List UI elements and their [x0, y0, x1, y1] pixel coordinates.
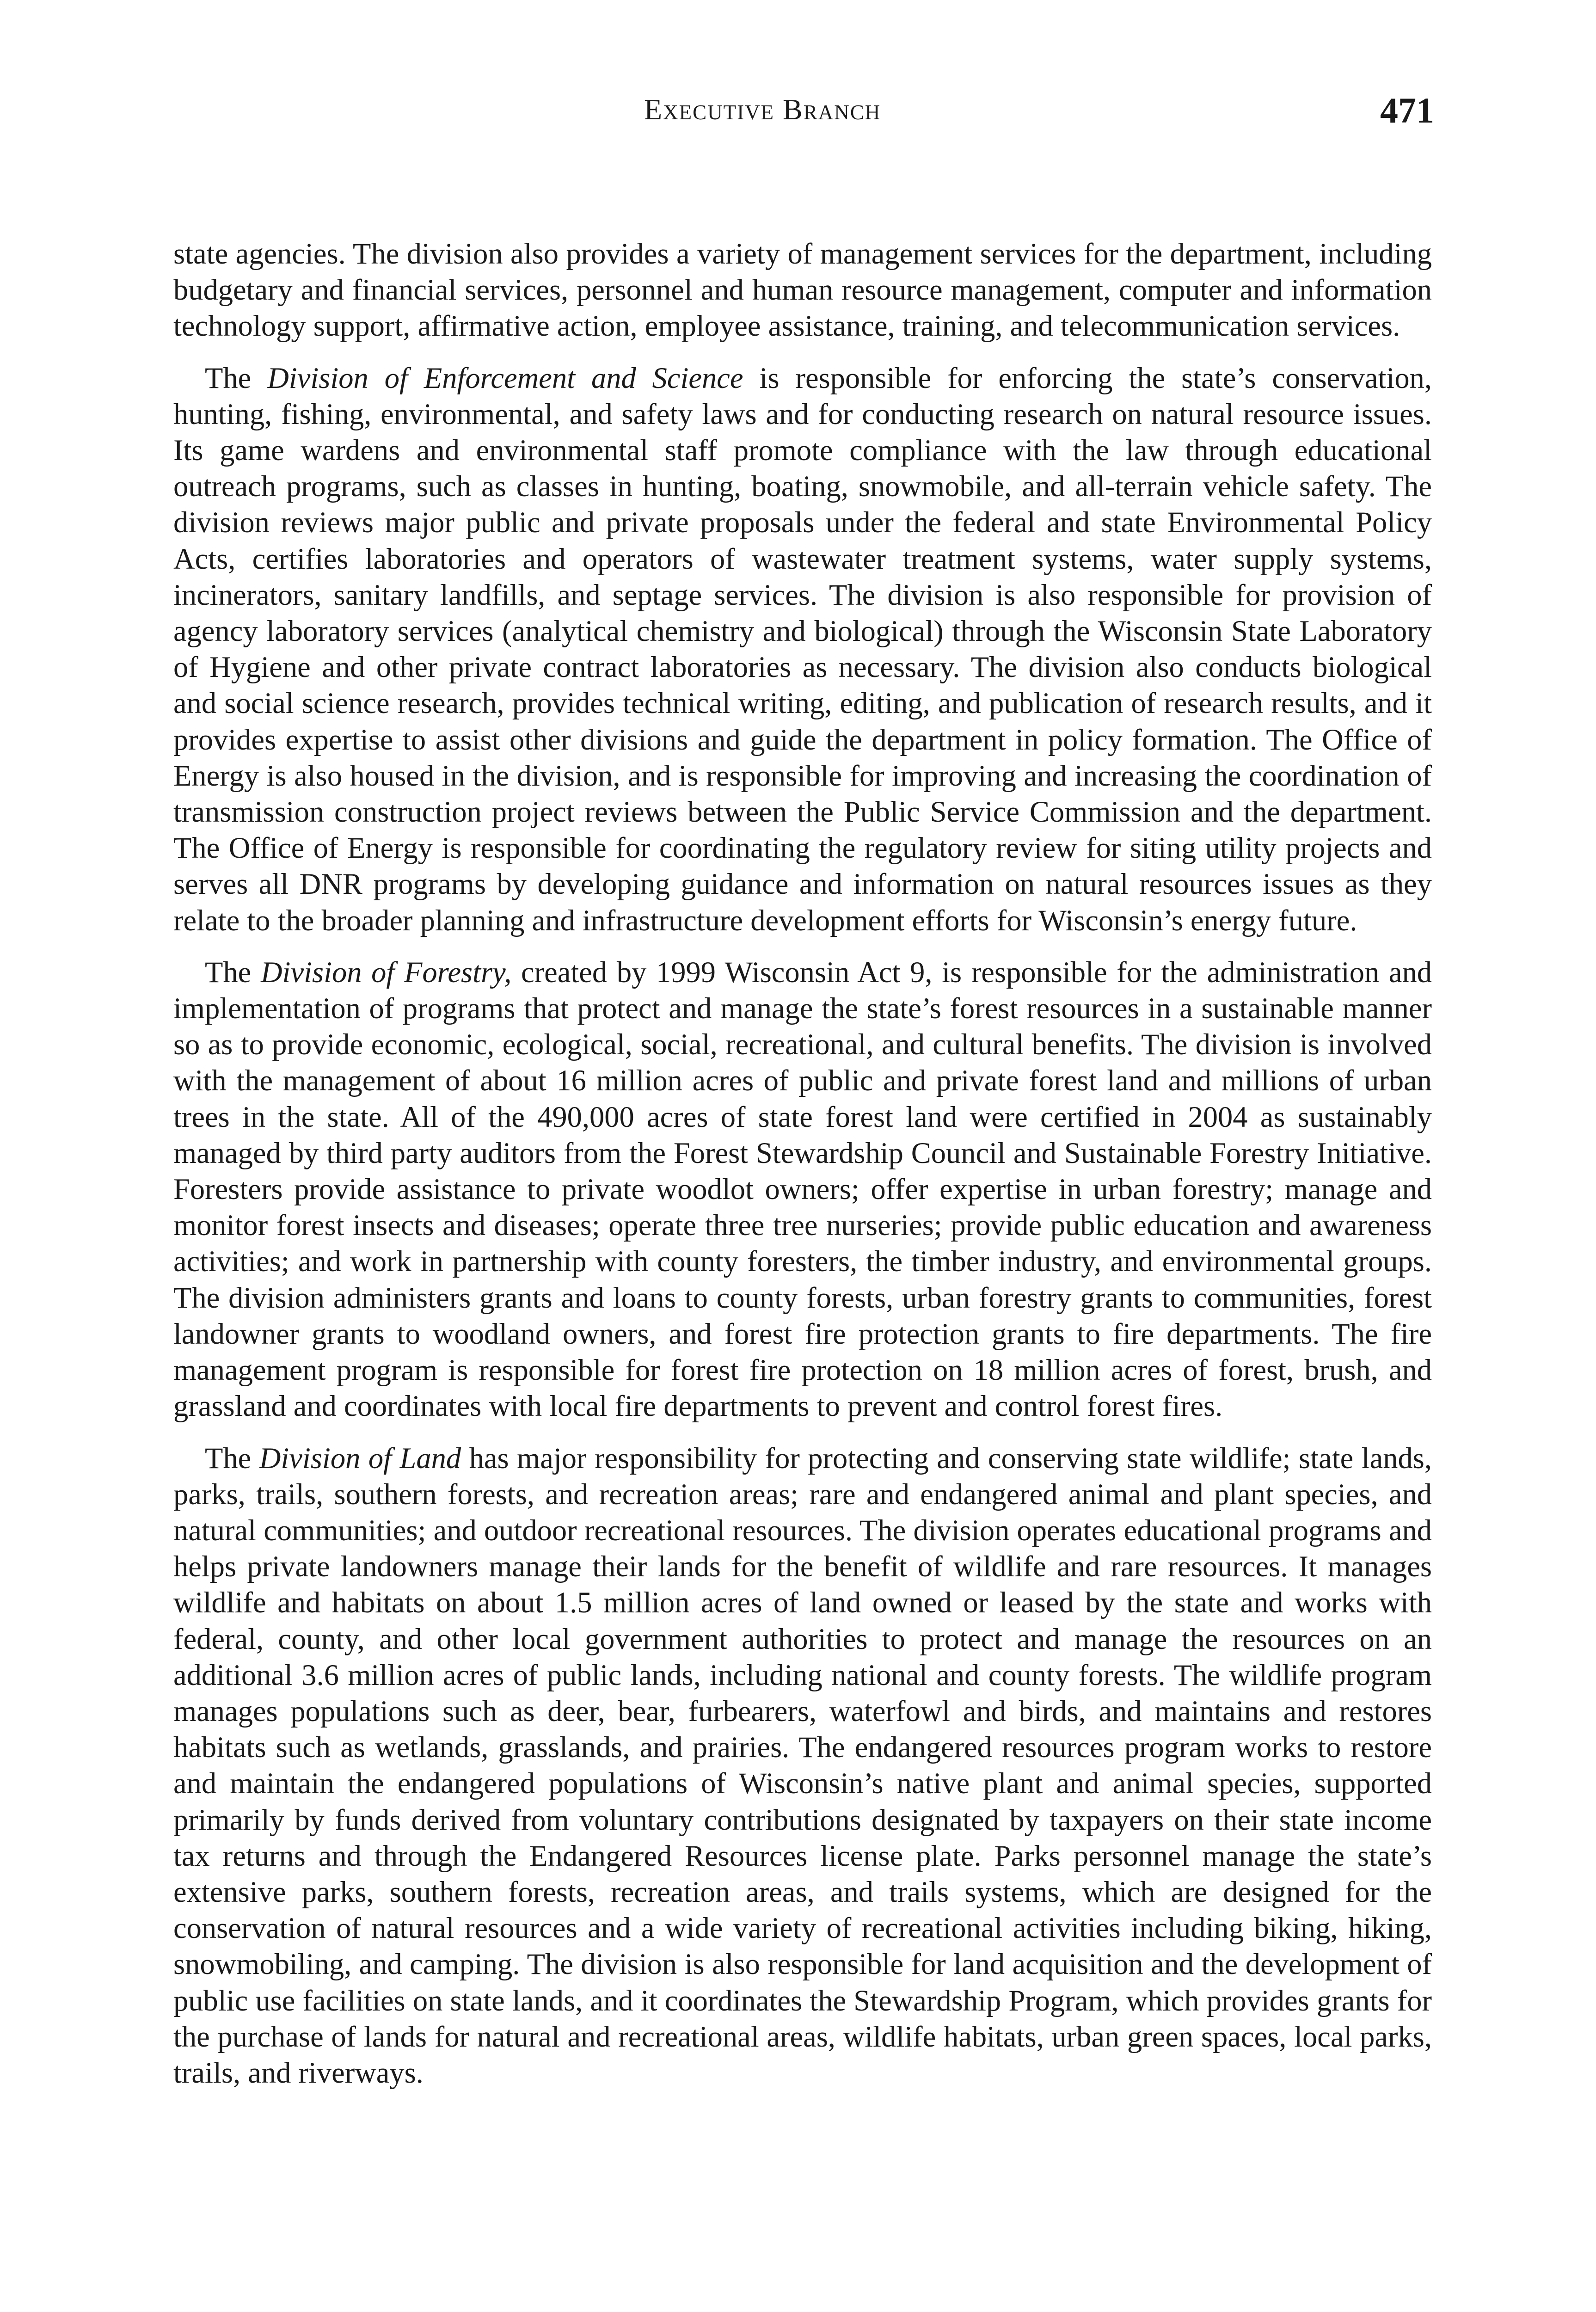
- running-head: [644, 95, 881, 124]
- paragraph-text: is responsible for enforcing the state’s conservation, hunting, fishing, environmental, and safety laws and for conducting research on natural resource issues. Its game wardens and environmental staff promote compliance with the law through educational outreach programs, such as classes in hunting, boating, snowmobile, and all-terrain vehicle safety. The division reviews major public and private proposals under the federal and state Environmental Policy Acts, certifies laboratories and operators of wastewater treatment systems, water supply systems, incinerators, sanitary landfills, and septage services. The division is also responsible for provision of agency laboratory services (analytical chemistry and biological) through the Wisconsin State Laboratory of Hygiene and other private contract laboratories as necessary. The division also conducts biological and social science research, provides technical writing, editing, and publication of research results, and it provides expertise to assist other divisions and guide the department in policy formation. The Office of Energy is also housed in the division, and is responsible for improving and increasing the coordination of transmission construction project reviews between the Public Service Commission and the department. The Office of Energy is responsible for coordinating the regulatory review for siting utility projects and serves all DNR programs by developing guidance and information on natural resources issues as they relate to the broader planning and infrastructure development efforts for Wisconsin’s energy future.: [173, 361, 1432, 937]
- paragraph-text: state agencies. The division also provides a variety of management services for the department, including budgetary and financial services, personnel and human resource management, computer and information technology support, affirmative action, employee assistance, training, and telecommunication services.: [173, 237, 1432, 343]
- paragraph-administration-continued: [173, 236, 1432, 344]
- paragraph-enforcement-science: [173, 360, 1432, 939]
- body-text: [173, 236, 1432, 2091]
- division-name: Division of Enforcement and Science: [267, 361, 743, 394]
- paragraph-lead: The: [205, 361, 268, 394]
- page-number: 471: [1380, 90, 1434, 130]
- paragraph-text: created by 1999 Wisconsin Act 9, is responsible for the administration and implementation of programs that protect and manage the state’s forest resources in a sustainable manner so as to provide economic, ecological, social, recreational, and cultural benefits. The division is involved with the management of about 16 million acres of public and private forest land and millions of urban trees in the state. All of the 490,000 acres of state forest land were certified in 2004 as sustainably managed by third party auditors from the Forest Stewardship Council and Sustainable Forestry Initiative. Foresters provide assistance to private woodlot owners; offer expertise in urban forestry; manage and monitor forest insects and diseases; operate three tree nurseries; provide public education and awareness activities; and work in partnership with county foresters, the timber industry, and environmental groups. The division administers grants and loans to county forests, urban forestry grants to communities, forest landowner grants to woodland owners, and forest fire protection grants to fire departments. The fire management program is responsible for forest fire protection on 18 million acres of forest, brush, and grassland and coordinates with local fire departments to prevent and control forest fires.: [173, 955, 1432, 1423]
- paragraph-land: [173, 1440, 1432, 2091]
- paragraph-text: has major responsibility for protecting and conserving state wildlife; state lands, parks, trails, southern forests, and recreation areas; rare and endangered animal and plant species, and natural communities; and outdoor recreational resources. The division operates educational programs and helps private landowners manage their lands for the benefit of wildlife and rare resources. It manages wildlife and habitats on about 1.5 million acres of land owned or leased by the state and works with federal, county, and other local government authorities to protect and manage the resources on an additional 3.6 million acres of public lands, including national and county forests. The wildlife program manages populations such as deer, bear, furbearers, waterfowl and birds, and maintains and restores habitats such as wetlands, grasslands, and prairies. The endangered resources program works to restore and maintain the endangered populations of Wisconsin’s native plant and animal species, supported primarily by funds derived from voluntary contributions designated by taxpayers on their state income tax returns and through the Endangered Resources license plate. Parks personnel manage the state’s extensive parks, southern forests, recreation areas, and trails systems, which are designed for the conservation of natural resources and a wide variety of recreational activities including biking, hiking, snowmobiling, and camping. The division is also responsible for land acquisition and the development of public use facilities on state lands, and it coordinates the Stewardship Program, which provides grants for the purchase of lands for natural and recreational areas, wildlife habitats, urban green spaces, local parks, trails, and riverways.: [173, 1441, 1432, 2089]
- division-name: Division of Land: [259, 1441, 461, 1475]
- paragraph-forestry: [173, 954, 1432, 1425]
- paragraph-lead: The: [205, 955, 261, 989]
- running-head-title: Executive Branch: [644, 93, 881, 126]
- paragraph-lead: The: [205, 1441, 259, 1475]
- division-name: Division of Forestry,: [260, 955, 512, 989]
